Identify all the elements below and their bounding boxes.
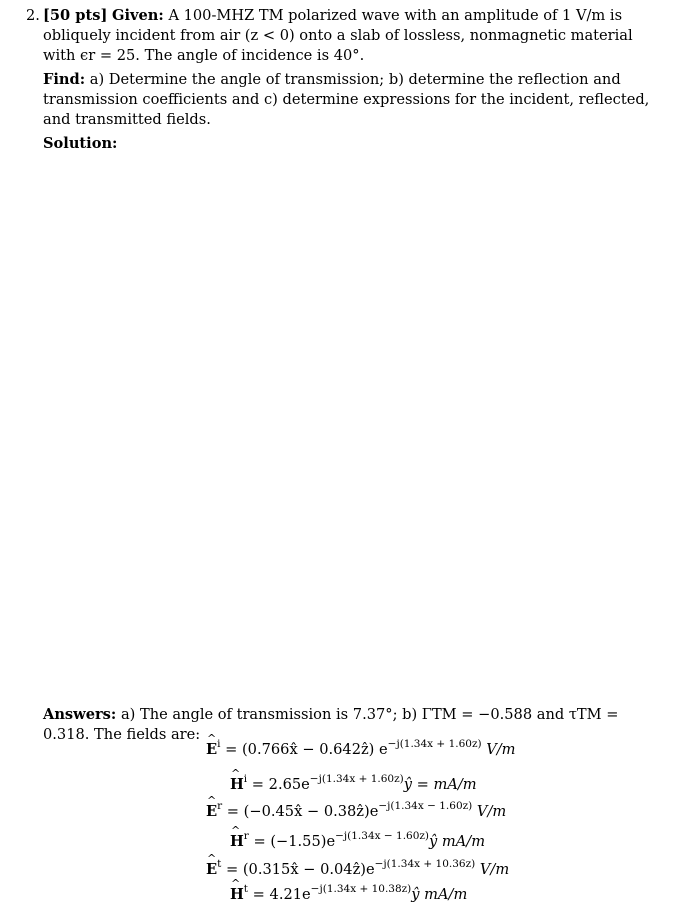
equation-exponent: −j(1.34x − 1.60z) [335, 830, 430, 842]
equation-unit: ŷ mA/m [429, 833, 486, 850]
find-text: a) Determine the angle of transmission; b) determine the reflection and transmission coefficients and c) determine expressions for the incident, reflected, and transmitted fields. [43, 71, 650, 128]
find-label: Find: [43, 71, 86, 88]
equation-exponent: −j(1.34x + 10.36z) [374, 858, 476, 870]
equation-superscript: i [217, 738, 221, 750]
equation-body: = (−1.55)e [248, 833, 336, 850]
given-text: A 100-MHZ TM polarized wave with an amplitude of 1 V/m is obliquely incident from air (z < 0) onto a slab of lossless, nonmagnetic material with ϵr = 25. The angle of incidence is 40°. [43, 7, 633, 64]
equation-superscript: r [217, 800, 223, 812]
equation-transmitted-magnetic [230, 885, 467, 906]
equation-unit: V/m [472, 803, 507, 820]
given-label: Given: [112, 7, 164, 24]
equation-lhs: ^ H [230, 775, 244, 795]
equation-superscript: r [243, 830, 249, 842]
equation-body: = (0.315x̂ − 0.04ẑ)e [221, 861, 375, 878]
equation-exponent: −j(1.34x + 10.38z) [310, 883, 412, 895]
equation-body: = 2.65e [247, 776, 310, 793]
equation-unit: ŷ = mA/m [403, 776, 477, 793]
solution-label: Solution: [43, 135, 118, 152]
answers-label: Answers: [43, 706, 117, 723]
answers-text: a) The angle of transmission is 7.37°; b) ΓTM = −0.588 and τTM = 0.318. The fields are: [43, 706, 619, 743]
equation-body: = 4.21e [248, 886, 311, 903]
equation-exponent: −j(1.34x − 1.60z) [378, 800, 473, 812]
equation-lhs: ^ H [230, 885, 244, 905]
equation-lhs: ^ H [230, 832, 244, 852]
equation-exponent: −j(1.34x + 1.60z) [387, 738, 482, 750]
equation-reflected-magnetic [230, 832, 485, 853]
problem-number: 2. [26, 7, 40, 24]
equation-superscript: i [243, 773, 248, 785]
given-paragraph [43, 6, 666, 66]
equation-transmitted-electric [206, 860, 509, 881]
equation-superscript: t [217, 858, 222, 870]
equation-lhs: ^ E [206, 740, 217, 760]
equation-incident-electric [206, 740, 516, 761]
equation-unit: V/m [475, 861, 510, 878]
equation-reflected-electric [206, 802, 506, 823]
equation-lhs: ^ E [206, 802, 217, 822]
equation-exponent: −j(1.34x + 1.60z) [309, 773, 404, 785]
problem-statement [26, 6, 666, 154]
equation-unit: V/m [481, 741, 516, 758]
answers-paragraph [43, 705, 667, 745]
equation-lhs: ^ E [206, 860, 217, 880]
equation-incident-magnetic [230, 775, 477, 796]
points-label: [50 pts] [43, 7, 108, 24]
equation-body: = (−0.45x̂ − 0.38ẑ)e [222, 803, 379, 820]
equation-superscript: t [243, 883, 249, 895]
find-paragraph [43, 70, 666, 130]
equation-body: = (0.766x̂ − 0.642ẑ) e [220, 741, 388, 758]
equation-unit: ŷ mA/m [411, 886, 468, 903]
